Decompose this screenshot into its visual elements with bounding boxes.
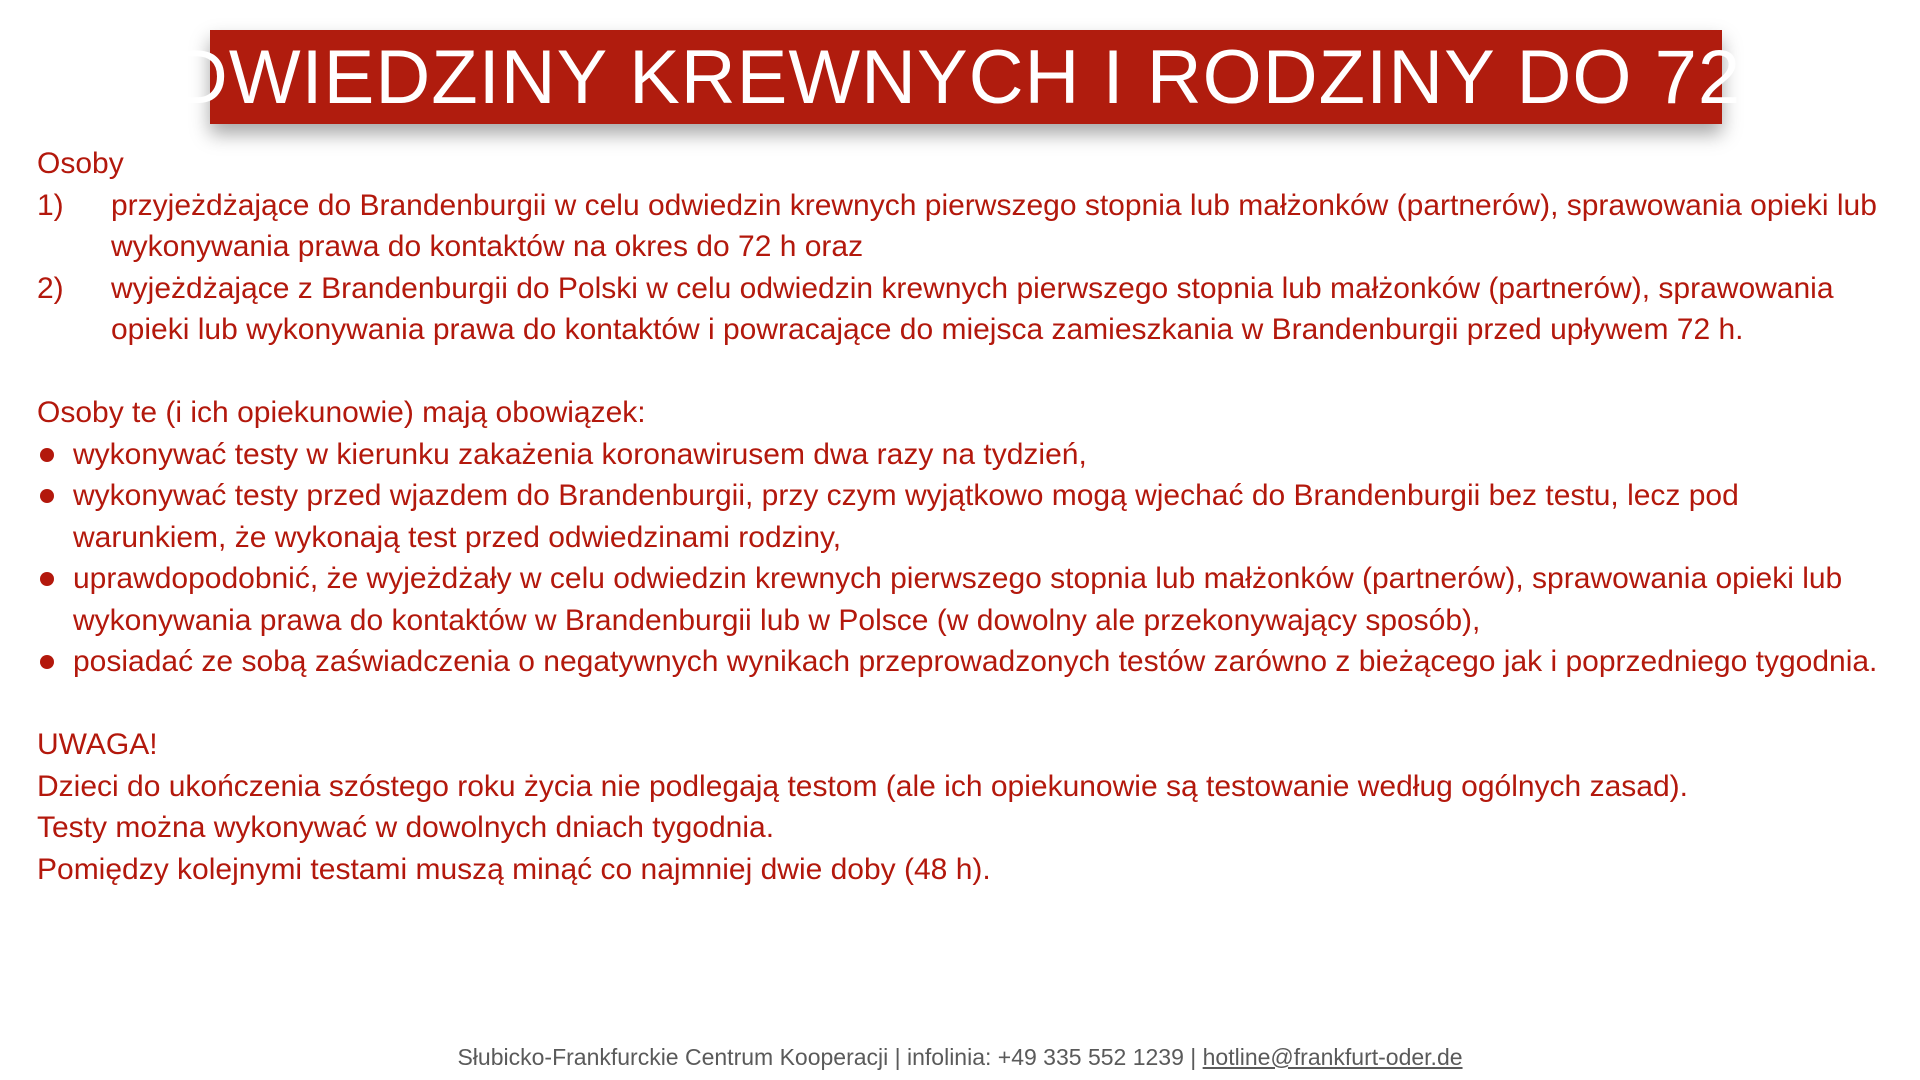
list-item xyxy=(37,434,1897,476)
bullet-text: wykonywać testy przed wjazdem do Brandenburgii, przy czym wyjątkowo mogą wjechać do Brandenburgii bez testu, lecz pod warunkiem, że wykonają test przed odwiedzinami rodziny, xyxy=(73,479,1739,554)
warning-heading: UWAGA! xyxy=(37,728,158,761)
bullet-text: wykonywać testy w kierunku zakażenia koronawirusem dwa razy na tydzień, xyxy=(73,437,1087,471)
numbered-list xyxy=(37,185,1897,351)
title-banner xyxy=(112,30,1820,124)
spacer xyxy=(37,351,1897,393)
bullet-icon xyxy=(37,434,73,476)
footer-contact-text: Słubicko-Frankfurckie Centrum Kooperacji | infolinia: +49 335 552 1239 | xyxy=(457,1044,1203,1070)
hotline-email-link[interactable]: hotline@frankfurt-oder.de xyxy=(1202,1044,1463,1070)
list-item xyxy=(37,268,1897,351)
list-item xyxy=(37,641,1897,683)
list-item xyxy=(37,475,1897,558)
list-item-text: przyjeżdżające do Brandenburgii w celu odwiedzin krewnych pierwszego stopnia lub małżonków (partnerów), sprawowania opieki lub wykonywania prawa do kontaktów na okres do 72 h oraz xyxy=(111,188,1877,263)
bullet-icon xyxy=(37,475,73,558)
list-number: 1) xyxy=(37,188,64,222)
bullet-icon xyxy=(37,558,73,641)
list-item xyxy=(37,558,1897,641)
intro-text: Osoby xyxy=(37,147,124,180)
obligations-heading: Osoby te (i ich opiekunowie) mają obowiązek: xyxy=(37,396,646,429)
main-content xyxy=(37,143,1897,890)
spacer xyxy=(37,683,1897,725)
bullet-list xyxy=(37,434,1897,683)
list-item xyxy=(37,185,1897,268)
warning-line: Testy można wykonywać w dowolnych dniach tygodnia. xyxy=(37,811,775,844)
warning-line: Pomiędzy kolejnymi testami muszą minąć co najmniej dwie doby (48 h). xyxy=(37,852,991,886)
bullet-icon xyxy=(37,641,73,683)
list-number: 2) xyxy=(37,271,64,305)
list-item-text: wyjeżdżające z Brandenburgii do Polski w celu odwiedzin krewnych pierwszego stopnia lub małżonków (partnerów), sprawowania opieki lub wykonywania prawa do kontaktów i powracające do miejsca zamieszkania w Brandenburgii przed upływem 72 h. xyxy=(111,271,1834,346)
footer xyxy=(0,1044,1920,1071)
page-title: ODWIEDZINY KREWNYCH I RODZINY DO 72 H xyxy=(112,34,1820,120)
bullet-text: posiadać ze sobą zaświadczenia o negatywnych wynikach przeprowadzonych testów zarówno z bieżącego jak i poprzedniego tygodnia. xyxy=(73,645,1878,678)
warning-line: Dzieci do ukończenia szóstego roku życia nie podlegają testom (ale ich opiekunowie są testowanie według ogólnych zasad). xyxy=(37,769,1688,803)
bullet-text: uprawdopodobnić, że wyjeżdżały w celu odwiedzin krewnych pierwszego stopnia lub małżonków (partnerów), sprawowania opieki lub wykonywania prawa do kontaktów w Brandenburgii lub w Polsce (w dowolny ale przekonywający sposób), xyxy=(73,562,1843,637)
